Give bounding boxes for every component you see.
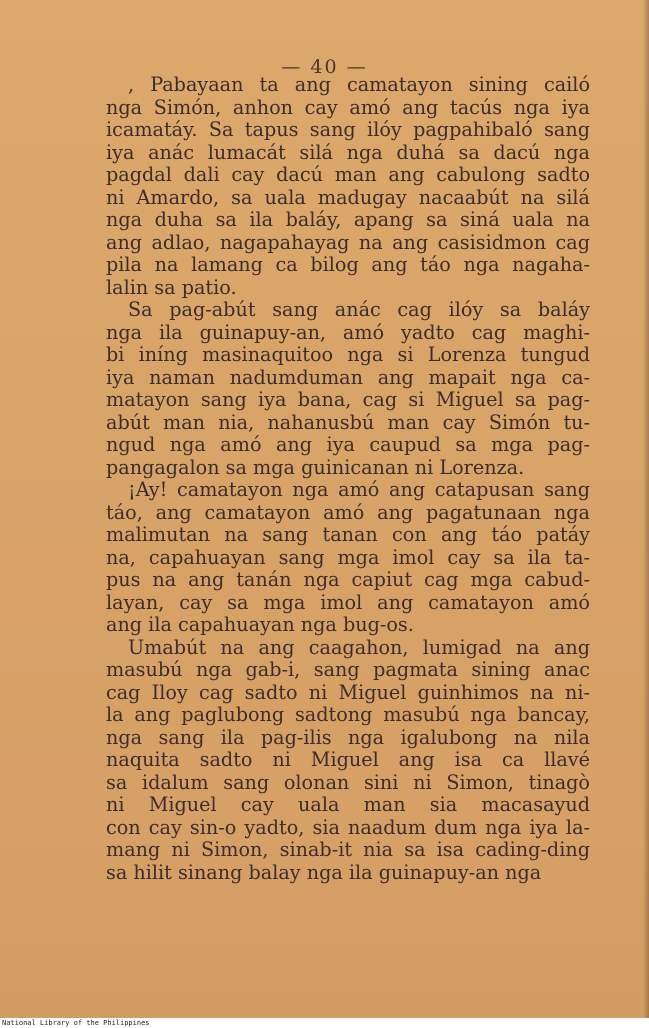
- text-line: malimutan na sang tanan con ang táo patáy: [106, 523, 590, 546]
- text-line: naquita sadto ni Miguel ang isa ca llavé: [106, 748, 590, 771]
- text-line: la ang paglubong sadtong masubú nga bancay,: [106, 703, 590, 726]
- page-edge-shadow: [643, 0, 649, 1018]
- text-line: nga Simón, anhon cay amó ang tacús nga iya: [106, 95, 590, 119]
- text-line: ni Miguel cay uala man sia macasayud: [106, 793, 590, 816]
- text-line: sa idalum sang olonan sini ni Simon, tinagò: [106, 770, 590, 794]
- text-line: Sa pag-abút sang anác cag ilóy sa baláy: [128, 298, 590, 321]
- text-line: pagdal dali cay dacú man ang cabulong sadto: [106, 163, 590, 186]
- text-line: sa hilit sinang balay nga ila guinapuy-an nga: [106, 860, 542, 884]
- page-number: — 40 —: [281, 56, 368, 78]
- text-line: icamatáy. Sa tapus sang ilóy pagpahibaló sang: [106, 118, 590, 141]
- page-body-text: [106, 74, 590, 884]
- footer-credit: National Library of the Philippines: [2, 1019, 150, 1027]
- text-line: nga ila guinapuy-an, amó yadto cag maghi-: [106, 320, 590, 344]
- text-line: pila na lamang ca bilog ang táo nga nagaha-: [106, 253, 590, 276]
- text-line: na, capahuayan sang mga imol cay sa ila ta-: [106, 545, 590, 569]
- text-line: pus na ang tanán nga capiut cag mga cabud-: [106, 568, 590, 591]
- text-line: cag Iloy cag sadto ni Miguel guinhimos na ni-: [106, 680, 590, 704]
- text-line: bi iníng masinaquitoo nga si Lorenza tungud: [106, 343, 590, 366]
- text-line: layan, cay sa mga imol ang camatayon amó: [106, 590, 590, 614]
- text-line: ni Amardo, sa uala madugay nacaabút na silá: [106, 185, 590, 209]
- footer-bar: [0, 1018, 649, 1028]
- text-line: ¡Ay! camatayon nga amó ang catapusan sang: [128, 478, 590, 501]
- text-line: , Pabayaan ta ang camatayon sining cailó: [128, 73, 590, 96]
- text-line: Umabút na ang caagahon, lumigad na ang: [128, 635, 590, 659]
- text-line: ang adlao, nagapahayag na ang casisidmon cag: [106, 230, 590, 254]
- text-line: masubú nga gab-i, sang pagmata sining anac: [106, 658, 590, 681]
- text-line: pangagalon sa mga guinicanan ni Lorenza.: [106, 455, 525, 479]
- text-line: nga duha sa ila baláy, apang sa siná uala na: [106, 208, 590, 231]
- text-line: nga sang ila pag-ilis nga igalubong na nila: [106, 725, 590, 749]
- text-line: iya anác lumacát silá nga duhá sa dacú nga: [106, 140, 590, 164]
- text-line: ang ila capahuayan nga bug-os.: [106, 613, 414, 636]
- text-line: matayon sang iya bana, cag si Miguel sa pag-: [106, 388, 590, 411]
- text-line: iya naman nadumduman ang mapait nga ca-: [106, 365, 590, 389]
- text-line: mang ni Simon, sinab-it nia sa isa cading-ding: [106, 838, 590, 861]
- text-line: con cay sin-o yadto, sia naadum dum nga iya la-: [106, 815, 590, 839]
- text-line: abút man nia, nahanusbú man cay Simón tu-: [106, 410, 590, 434]
- text-line: lalin sa patio.: [106, 275, 237, 299]
- text-line: ngud nga amó ang iya caupud sa mga pag-: [106, 433, 590, 456]
- text-line: táo, ang camatayon amó ang pagatunaan nga: [106, 500, 590, 524]
